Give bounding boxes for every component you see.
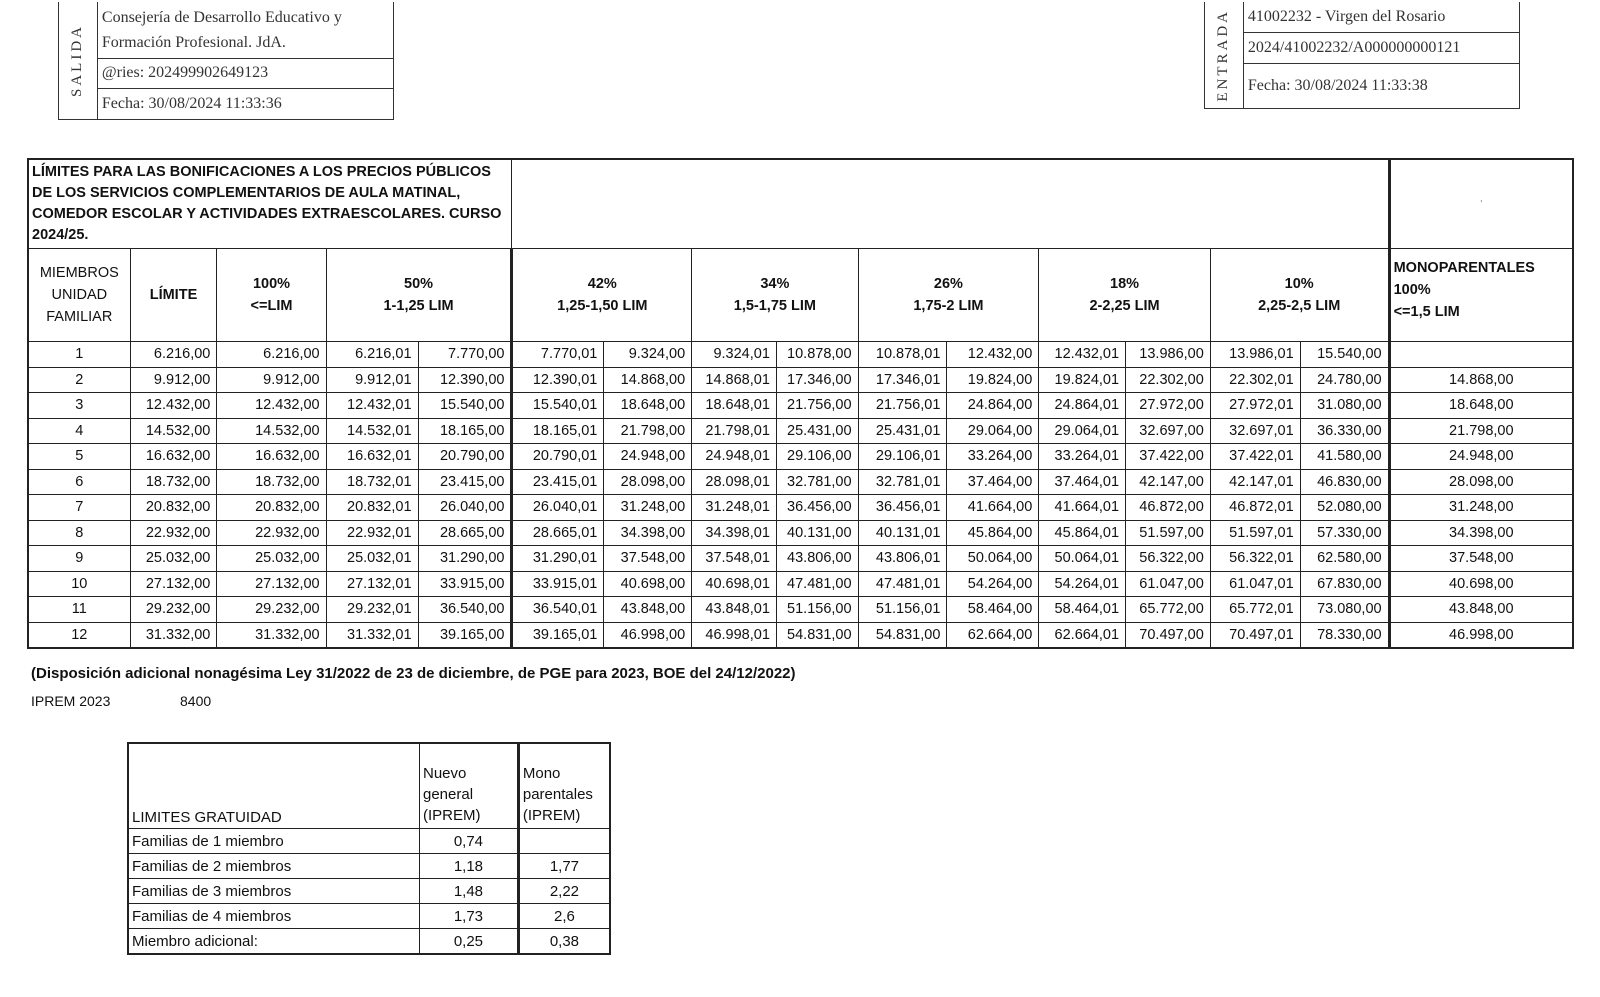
value-cell: 7.770,01	[512, 342, 604, 368]
value-cell: 31.332,00	[130, 622, 217, 648]
value-cell: 9.912,00	[130, 367, 217, 393]
gratuidad-mono-cell: 2,22	[518, 879, 610, 904]
monoparental-cell: 37.548,00	[1389, 546, 1573, 572]
value-cell: 9.324,00	[604, 342, 692, 368]
entrada-stamp	[1204, 2, 1520, 109]
value-cell: 62.664,00	[947, 622, 1039, 648]
value-cell: 29.106,00	[776, 444, 858, 470]
gratuidad-label-cell: Familias de 4 miembros	[128, 904, 419, 929]
salida-organization: Consejería de Desarrollo Educativo y Formación Profesional. JdA.	[98, 2, 393, 59]
value-cell: 50.064,01	[1039, 546, 1126, 572]
table-body	[28, 342, 1573, 649]
value-cell: 47.481,01	[858, 571, 947, 597]
value-cell: 23.415,00	[418, 469, 512, 495]
value-cell: 17.346,01	[858, 367, 947, 393]
value-cell: 24.864,00	[947, 393, 1039, 419]
value-cell: 6.216,01	[326, 342, 418, 368]
gratuidad-row	[128, 929, 610, 955]
value-cell: 28.098,01	[692, 469, 777, 495]
gratuidad-row	[128, 854, 610, 879]
value-cell: 37.464,00	[947, 469, 1039, 495]
value-cell: 43.848,01	[692, 597, 777, 623]
value-cell: 45.864,01	[1039, 520, 1126, 546]
value-cell: 31.080,00	[1300, 393, 1389, 419]
value-cell: 28.665,01	[512, 520, 604, 546]
monoparental-cell: 14.868,00	[1389, 367, 1573, 393]
salida-stamp	[58, 2, 394, 120]
value-cell: 31.290,00	[418, 546, 512, 572]
value-cell: 33.915,01	[512, 571, 604, 597]
value-cell: 19.824,01	[1039, 367, 1126, 393]
salida-date: Fecha: 30/08/2024 11:33:36	[101, 95, 282, 113]
value-cell: 18.165,00	[418, 418, 512, 444]
value-cell: 36.540,00	[418, 597, 512, 623]
value-cell: 65.772,01	[1210, 597, 1300, 623]
table-row	[28, 597, 1573, 623]
value-cell: 37.422,00	[1126, 444, 1211, 470]
value-cell: 21.798,00	[604, 418, 692, 444]
value-cell: 18.648,01	[692, 393, 777, 419]
header-10: 10% 2,25-2,5 LIM	[1210, 249, 1389, 342]
value-cell: 73.080,00	[1300, 597, 1389, 623]
gratuidad-mono-cell: 1,77	[518, 854, 610, 879]
value-cell: 10.878,01	[858, 342, 947, 368]
value-cell: 31.248,00	[604, 495, 692, 521]
table-row	[28, 418, 1573, 444]
value-cell: 15.540,00	[1300, 342, 1389, 368]
value-cell: 29.232,00	[130, 597, 217, 623]
value-cell: 27.972,01	[1210, 393, 1300, 419]
value-cell: 37.548,00	[604, 546, 692, 572]
table-title: LÍMITES PARA LAS BONIFICACIONES A LOS PRECIOS PÚBLICOS DE LOS SERVICIOS COMPLEMENTARIOS DE AULA MATINAL, COMEDOR ESCOLAR Y ACTIVIDADES EXTRAESCOLARES. CURSO 2024/25.	[28, 159, 512, 249]
value-cell: 15.540,01	[512, 393, 604, 419]
value-cell: 36.540,01	[512, 597, 604, 623]
monoparental-cell	[1389, 342, 1573, 368]
value-cell: 78.330,00	[1300, 622, 1389, 648]
header-miembros: MIEMBROS UNIDAD FAMILIAR	[28, 249, 130, 342]
value-cell: 39.165,01	[512, 622, 604, 648]
value-cell: 29.232,01	[326, 597, 418, 623]
monoparental-cell: 31.248,00	[1389, 495, 1573, 521]
members-cell: 2	[28, 367, 130, 393]
value-cell: 34.398,00	[604, 520, 692, 546]
value-cell: 9.912,00	[217, 367, 326, 393]
value-cell: 18.732,01	[326, 469, 418, 495]
value-cell: 6.216,00	[217, 342, 326, 368]
value-cell: 31.248,01	[692, 495, 777, 521]
value-cell: 12.390,01	[512, 367, 604, 393]
value-cell: 43.806,01	[858, 546, 947, 572]
value-cell: 14.532,00	[217, 418, 326, 444]
value-cell: 19.824,00	[947, 367, 1039, 393]
value-cell: 47.481,00	[776, 571, 858, 597]
value-cell: 12.432,01	[326, 393, 418, 419]
value-cell: 24.780,00	[1300, 367, 1389, 393]
value-cell: 10.878,00	[776, 342, 858, 368]
value-cell: 43.848,00	[604, 597, 692, 623]
value-cell: 25.032,01	[326, 546, 418, 572]
salida-aries-number: @ries: 202499902649123	[98, 59, 393, 90]
monoparental-cell: 28.098,00	[1389, 469, 1573, 495]
value-cell: 65.772,00	[1126, 597, 1211, 623]
value-cell: 25.431,00	[776, 418, 858, 444]
value-cell: 61.047,01	[1210, 571, 1300, 597]
value-cell: 12.390,00	[418, 367, 512, 393]
value-cell: 16.632,01	[326, 444, 418, 470]
value-cell: 32.697,00	[1126, 418, 1211, 444]
value-cell: 25.431,01	[858, 418, 947, 444]
gratuidad-row	[128, 879, 610, 904]
value-cell: 40.698,01	[692, 571, 777, 597]
gratuidad-general-cell: 1,73	[419, 904, 518, 929]
value-cell: 29.064,01	[1039, 418, 1126, 444]
value-cell: 13.986,00	[1126, 342, 1211, 368]
members-cell: 3	[28, 393, 130, 419]
value-cell: 57.330,00	[1300, 520, 1389, 546]
members-cell: 5	[28, 444, 130, 470]
title-spacer	[512, 159, 1389, 249]
value-cell: 40.131,00	[776, 520, 858, 546]
value-cell: 54.831,00	[858, 622, 947, 648]
table-row	[28, 469, 1573, 495]
value-cell: 14.532,00	[130, 418, 217, 444]
value-cell: 50.064,00	[947, 546, 1039, 572]
value-cell: 34.398,01	[692, 520, 777, 546]
value-cell: 46.872,01	[1210, 495, 1300, 521]
value-cell: 18.165,01	[512, 418, 604, 444]
table-row	[28, 571, 1573, 597]
iprem-label: IPREM 2023	[31, 693, 111, 709]
value-cell: 32.781,01	[858, 469, 947, 495]
gratuidad-header-general: Nuevo general (IPREM)	[419, 743, 518, 829]
monoparental-cell: 46.998,00	[1389, 622, 1573, 648]
value-cell: 20.832,01	[326, 495, 418, 521]
value-cell: 56.322,01	[1210, 546, 1300, 572]
value-cell: 12.432,00	[217, 393, 326, 419]
table-row	[28, 520, 1573, 546]
value-cell: 28.665,00	[418, 520, 512, 546]
value-cell: 25.032,00	[130, 546, 217, 572]
gratuidad-mono-cell	[518, 829, 610, 854]
bonificaciones-table	[27, 158, 1574, 649]
title-row	[28, 159, 1573, 249]
gratuidad-label-cell: Familias de 1 miembro	[128, 829, 419, 854]
value-cell: 21.756,00	[776, 393, 858, 419]
value-cell: 40.131,01	[858, 520, 947, 546]
value-cell: 51.597,01	[1210, 520, 1300, 546]
value-cell: 41.664,01	[1039, 495, 1126, 521]
monoparental-cell: 40.698,00	[1389, 571, 1573, 597]
value-cell: 40.698,00	[604, 571, 692, 597]
gratuidad-row	[128, 829, 610, 854]
value-cell: 22.932,01	[326, 520, 418, 546]
value-cell: 51.156,01	[858, 597, 947, 623]
value-cell: 62.580,00	[1300, 546, 1389, 572]
value-cell: 27.132,00	[217, 571, 326, 597]
value-cell: 18.732,00	[130, 469, 217, 495]
value-cell: 70.497,00	[1126, 622, 1211, 648]
members-cell: 1	[28, 342, 130, 368]
header-row	[28, 249, 1573, 342]
value-cell: 31.332,01	[326, 622, 418, 648]
top-right-mark: '	[1389, 159, 1573, 249]
monoparental-cell: 18.648,00	[1389, 393, 1573, 419]
gratuidad-label-cell: Miembro adicional:	[128, 929, 419, 955]
table-row	[28, 367, 1573, 393]
value-cell: 18.648,00	[604, 393, 692, 419]
table-row	[28, 444, 1573, 470]
members-cell: 10	[28, 571, 130, 597]
value-cell: 31.290,01	[512, 546, 604, 572]
value-cell: 43.806,00	[776, 546, 858, 572]
value-cell: 51.597,00	[1126, 520, 1211, 546]
value-cell: 51.156,00	[776, 597, 858, 623]
header-100: 100% <=LIM	[217, 249, 326, 342]
value-cell: 6.216,00	[130, 342, 217, 368]
value-cell: 31.332,00	[217, 622, 326, 648]
value-cell: 32.781,00	[776, 469, 858, 495]
value-cell: 42.147,00	[1126, 469, 1211, 495]
gratuidad-general-cell: 0,25	[419, 929, 518, 955]
value-cell: 12.432,01	[1039, 342, 1126, 368]
monoparental-cell: 43.848,00	[1389, 597, 1573, 623]
monoparental-cell: 21.798,00	[1389, 418, 1573, 444]
value-cell: 61.047,00	[1126, 571, 1211, 597]
value-cell: 14.532,01	[326, 418, 418, 444]
value-cell: 70.497,01	[1210, 622, 1300, 648]
monoparental-cell: 24.948,00	[1389, 444, 1573, 470]
value-cell: 18.732,00	[217, 469, 326, 495]
iprem-value: 8400	[180, 693, 212, 709]
value-cell: 33.264,01	[1039, 444, 1126, 470]
header-monoparentales: MONOPARENTALES 100% <=1,5 LIM	[1389, 249, 1573, 342]
value-cell: 24.948,01	[692, 444, 777, 470]
value-cell: 7.770,00	[418, 342, 512, 368]
header-50: 50% 1-1,25 LIM	[326, 249, 512, 342]
entrada-side-label: ENTRADA	[1205, 2, 1244, 108]
value-cell: 24.864,01	[1039, 393, 1126, 419]
value-cell: 22.932,00	[217, 520, 326, 546]
value-cell: 41.580,00	[1300, 444, 1389, 470]
value-cell: 45.864,00	[947, 520, 1039, 546]
gratuidad-header-row	[128, 743, 610, 829]
entrada-center: 41002232 - Virgen del Rosario	[1244, 2, 1519, 33]
value-cell: 24.948,00	[604, 444, 692, 470]
gratuidad-label-cell: Familias de 2 miembros	[128, 854, 419, 879]
value-cell: 28.098,00	[604, 469, 692, 495]
value-cell: 20.832,00	[130, 495, 217, 521]
value-cell: 29.232,00	[217, 597, 326, 623]
value-cell: 46.998,01	[692, 622, 777, 648]
value-cell: 22.302,01	[1210, 367, 1300, 393]
gratuidad-general-cell: 1,18	[419, 854, 518, 879]
value-cell: 22.302,00	[1126, 367, 1211, 393]
value-cell: 39.165,00	[418, 622, 512, 648]
value-cell: 27.972,00	[1126, 393, 1211, 419]
table-row	[28, 546, 1573, 572]
value-cell: 54.831,00	[776, 622, 858, 648]
members-cell: 7	[28, 495, 130, 521]
members-cell: 4	[28, 418, 130, 444]
header-limite: LÍMITE	[130, 249, 217, 342]
value-cell: 20.790,00	[418, 444, 512, 470]
members-cell: 11	[28, 597, 130, 623]
value-cell: 14.868,01	[692, 367, 777, 393]
salida-side-label: SALIDA	[59, 2, 98, 119]
entrada-date: Fecha: 30/08/2024 11:33:38	[1247, 77, 1428, 94]
gratuidad-mono-cell: 0,38	[518, 929, 610, 955]
value-cell: 23.415,01	[512, 469, 604, 495]
value-cell: 67.830,00	[1300, 571, 1389, 597]
gratuidad-body	[128, 829, 610, 955]
members-cell: 12	[28, 622, 130, 648]
value-cell: 42.147,01	[1210, 469, 1300, 495]
gratuidad-title: LIMITES GRATUIDAD	[128, 743, 419, 829]
header-18: 18% 2-2,25 LIM	[1039, 249, 1211, 342]
value-cell: 37.548,01	[692, 546, 777, 572]
value-cell: 46.830,00	[1300, 469, 1389, 495]
value-cell: 9.324,01	[692, 342, 777, 368]
value-cell: 36.456,00	[776, 495, 858, 521]
header-42: 42% 1,25-1,50 LIM	[512, 249, 692, 342]
value-cell: 15.540,00	[418, 393, 512, 419]
value-cell: 17.346,00	[776, 367, 858, 393]
value-cell: 32.697,01	[1210, 418, 1300, 444]
value-cell: 56.322,00	[1126, 546, 1211, 572]
gratuidad-general-cell: 0,74	[419, 829, 518, 854]
entrada-registry-number: 2024/41002232/A000000000121	[1244, 33, 1519, 64]
value-cell: 52.080,00	[1300, 495, 1389, 521]
header-34: 34% 1,5-1,75 LIM	[692, 249, 858, 342]
table-row	[28, 342, 1573, 368]
table-row	[28, 622, 1573, 648]
gratuidad-general-cell: 1,48	[419, 879, 518, 904]
gratuidad-header-mono: Mono parentales (IPREM)	[518, 743, 610, 829]
value-cell: 37.464,01	[1039, 469, 1126, 495]
members-cell: 8	[28, 520, 130, 546]
members-cell: 9	[28, 546, 130, 572]
table-row	[28, 393, 1573, 419]
gratuidad-row	[128, 904, 610, 929]
value-cell: 33.915,00	[418, 571, 512, 597]
value-cell: 26.040,01	[512, 495, 604, 521]
value-cell: 21.798,01	[692, 418, 777, 444]
legal-note: (Disposición adicional nonagésima Ley 31/2022 de 23 de diciembre, de PGE para 2023, BOE del 24/12/2022)	[31, 665, 796, 682]
value-cell: 54.264,00	[947, 571, 1039, 597]
value-cell: 33.264,00	[947, 444, 1039, 470]
table-row	[28, 495, 1573, 521]
value-cell: 12.432,00	[130, 393, 217, 419]
value-cell: 58.464,00	[947, 597, 1039, 623]
gratuidad-label-cell: Familias de 3 miembros	[128, 879, 419, 904]
value-cell: 27.132,01	[326, 571, 418, 597]
value-cell: 41.664,00	[947, 495, 1039, 521]
gratuidad-mono-cell: 2,6	[518, 904, 610, 929]
value-cell: 37.422,01	[1210, 444, 1300, 470]
value-cell: 54.264,01	[1039, 571, 1126, 597]
value-cell: 46.998,00	[604, 622, 692, 648]
value-cell: 20.790,01	[512, 444, 604, 470]
gratuidad-table	[127, 742, 611, 955]
value-cell: 29.064,00	[947, 418, 1039, 444]
header-26: 26% 1,75-2 LIM	[858, 249, 1039, 342]
value-cell: 12.432,00	[947, 342, 1039, 368]
value-cell: 25.032,00	[217, 546, 326, 572]
value-cell: 46.872,00	[1126, 495, 1211, 521]
value-cell: 36.456,01	[858, 495, 947, 521]
value-cell: 36.330,00	[1300, 418, 1389, 444]
members-cell: 6	[28, 469, 130, 495]
value-cell: 27.132,00	[130, 571, 217, 597]
value-cell: 14.868,00	[604, 367, 692, 393]
value-cell: 58.464,01	[1039, 597, 1126, 623]
value-cell: 62.664,01	[1039, 622, 1126, 648]
value-cell: 16.632,00	[217, 444, 326, 470]
monoparental-cell: 34.398,00	[1389, 520, 1573, 546]
value-cell: 21.756,01	[858, 393, 947, 419]
value-cell: 13.986,01	[1210, 342, 1300, 368]
value-cell: 29.106,01	[858, 444, 947, 470]
value-cell: 20.832,00	[217, 495, 326, 521]
value-cell: 26.040,00	[418, 495, 512, 521]
value-cell: 22.932,00	[130, 520, 217, 546]
value-cell: 9.912,01	[326, 367, 418, 393]
value-cell: 16.632,00	[130, 444, 217, 470]
